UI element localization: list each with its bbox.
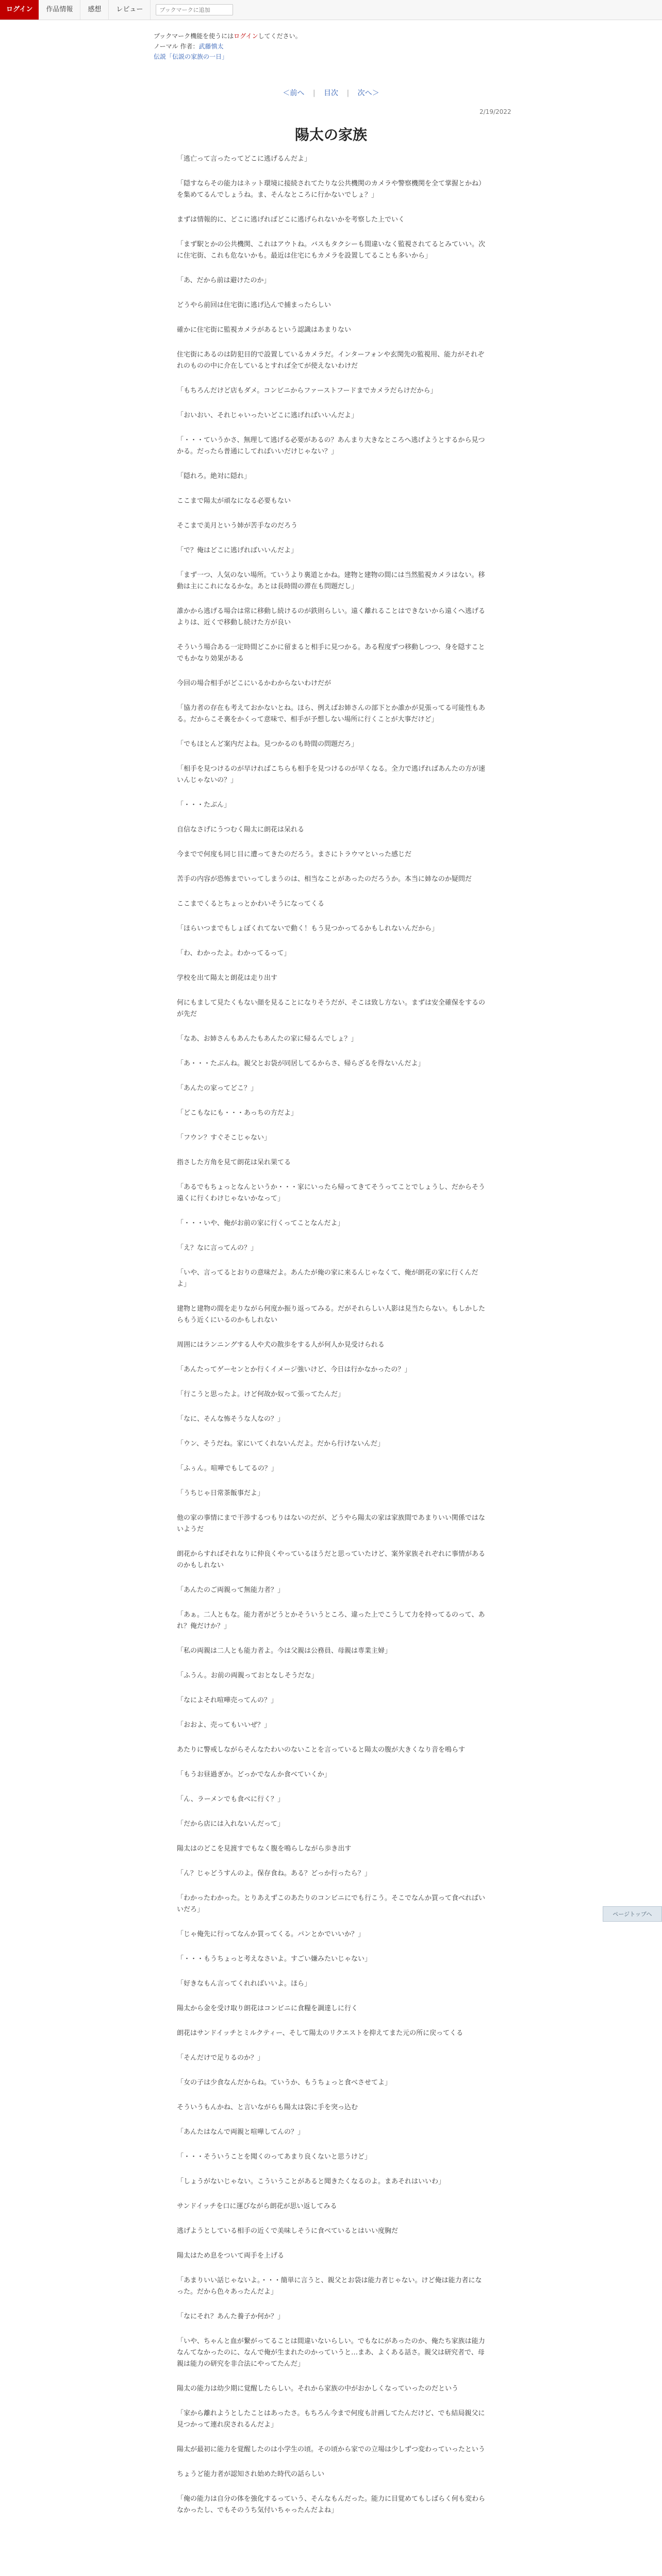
story-paragraph: サンドイッチを口に運びながら朗花が思い返してみる	[177, 2202, 337, 2210]
story-paragraph: 「・・・たぶん」	[177, 801, 231, 809]
story-paragraph: 指さした方角を見て朗花は呆れ果てる	[177, 1159, 291, 1166]
story-paragraph: 「あぁ。二人ともな。能力者がどうとかそういうところ、違った上でこうして力を持ってるのって、あれ？俺だけか？」	[177, 1611, 485, 1630]
story-paragraph: 建物と建物の間を走りながら何度か振り返ってみる。だがそれらしい人影は見当たらない。もしかしたらもう近くにいるのかもしれない	[177, 1305, 486, 1324]
table-of-contents-link[interactable]: 目次	[324, 89, 338, 97]
story-paragraph: 「あんたってゲーセンとか行くイメージ強いけど、今日は行かなかったの？」	[177, 1366, 411, 1374]
story-paragraph: 住宅街にあるのは防犯目的で設置しているカメラだ。インターフォンや玄関先の監視用、能力がそれぞれのものの中に介在しているとすれば全てが使えないわけだ	[177, 351, 485, 370]
story-paragraph: 「いや、言ってるとおりの意味だよ。あんたが俺の家に来るんじゃなくて、俺が朗花の家に行くんだよ」	[177, 1269, 478, 1288]
story-paragraph: 今回の場合相手がどこにいるかわからないわけだが	[177, 680, 332, 687]
story-paragraph: 自信なさげにうつむく陽太に朗花は呆れる	[177, 826, 305, 834]
story-paragraph: 他の家の事情にまで干渉するつもりはないのだが、どうやら陽太の家は家族間であまりいい関係ではないようだ	[177, 1514, 485, 1533]
story-paragraph: 「ん、ラーメンでも食べに行く？」	[177, 1795, 285, 1803]
story-paragraph: ちょうど能力者が認知され始めた時代の話らしい	[177, 2470, 325, 2478]
story-paragraph: 陽太はのどこを見渡すでもなく腹を鳴らしながら歩き出す	[177, 1845, 352, 1853]
story-paragraph: 逃げようとしている相手の近くで美味しそうに食べているとはいい度胸だ	[177, 2227, 399, 2235]
story-paragraph: 「・・・そういうことを聞くのってあまり良くないと思うけど」	[177, 2153, 371, 2161]
page-top-tab[interactable]: ページトップへ	[603, 1906, 662, 1922]
story-paragraph: 「まず駅とかの公共機関、これはアウトね。バスもタクシーも間違いなく監視されてるとみていい。次に住宅街、これも危ないかも。最近は住宅にもカメラを設置してることも多いから」	[177, 241, 486, 260]
story-paragraph: 「もちろんだけど店もダメ。コンビニからファーストフードまでカメラだらけだから」	[177, 387, 437, 395]
author-link[interactable]: 武藤慎太	[198, 43, 224, 50]
nav-item-review[interactable]: レビュー	[109, 0, 151, 20]
story-paragraph: 「おいおい、それじゃいったいどこに逃げればいいんだよ」	[177, 412, 358, 419]
story-paragraph: 「逃亡って言ったってどこに逃げるんだよ」	[177, 155, 311, 163]
login-link[interactable]: ログイン	[0, 0, 39, 20]
story-paragraph: 「・・・ていうかさ、無理して逃げる必要があるの？あんまり大きなところへ逃げようとするから見つかる。だったら普通にしてればいいだけじゃない？」	[177, 436, 485, 455]
story-paragraph: 「ふぅん。喧嘩でもしてるの？」	[177, 1465, 278, 1472]
story-paragraph: どうやら前回は住宅街に逃げ込んで捕まったらしい	[177, 301, 332, 309]
story-paragraph: 「あ・・・たぶんね。親父とお袋が同居してるからさ、帰らざるを得ないんだよ」	[177, 1060, 425, 1067]
prev-chapter-link[interactable]: ＜前へ	[283, 89, 305, 97]
story-paragraph: 陽太の能力は幼少期に覚醒したらしい。それから家族の中がおかしくなっていったのだという	[177, 2385, 459, 2393]
story-meta	[154, 41, 515, 52]
story-paragraph: ここまで陽太が頑なになる必要もない	[177, 497, 291, 505]
story-paragraph: そういう場合ある一定時間どこかに留まると相手に見つかる。ある程度ずつ移動しつつ、身を隠すことでもかなり効果がある	[177, 643, 485, 663]
story-paragraph: 「わかったわかった。とりあえずこのあたりのコンビニにでも行こう。そこでなんか買って食べればいいだろ」	[177, 1894, 486, 1913]
story-paragraph: ここまでくるとちょっとかわいそうになってくる	[177, 900, 325, 908]
story-paragraph: 「相手を見つけるのが早ければこちらも相手を見つけるのが早くなる。全力で逃げればあんたの方が速いんじゃないの？」	[177, 765, 486, 784]
notice-text: ブックマーク機能を使うには	[154, 32, 234, 40]
story-paragraph: 「だから店には入れないんだって」	[177, 1820, 285, 1828]
story-paragraph: 「・・・いや、俺がお前の家に行くってことなんだよ」	[177, 1219, 344, 1227]
story-paragraph: 「どこもなにも・・・あっちの方だよ」	[177, 1109, 297, 1117]
story-paragraph: 「あんたはなんで両親と喧嘩してんの？」	[177, 2128, 305, 2136]
story-paragraph: 「フウン？すぐそこじゃない」	[177, 1134, 271, 1142]
story-paragraph: 「あんたのご両親って無能力者？」	[177, 1586, 285, 1594]
story-paragraph: あたりに警戒しながらそんなたわいのないことを言っていると陽太の腹が大きくなり音を鳴らす	[177, 1746, 466, 1754]
series-line	[154, 52, 515, 62]
story-paragraph: 誰かから逃げる場合は常に移動し続けるのが鉄則らしい。遠く離れることはできないから遠くへ逃げるよりは、近くで移動し続けた方が良い	[177, 607, 486, 626]
story-paragraph: 周囲にはランニングする人や犬の散歩をする人が何人か見受けられる	[177, 1341, 385, 1349]
story-header	[154, 31, 515, 62]
story-type: ノーマル	[154, 43, 178, 50]
publish-date: 2/19/2022	[479, 108, 511, 115]
nav-item-comments[interactable]: 感想	[80, 0, 109, 20]
story-paragraph: 「そんだけで足りるのか？」	[177, 2054, 264, 2062]
notice-login-link[interactable]: ログイン	[234, 32, 258, 40]
story-paragraph: 「で？俺はどこに逃げればいいんだよ」	[177, 547, 298, 554]
story-paragraph: 「でもほとんど案内だよね。見つかるのも時間の問題だろ」	[177, 740, 358, 748]
story-paragraph: 「家から離れようとしたことはあったさ。もちろん今まで何度も計画してたんだけど、でも結局親父に見つかって連れ戻されるんだよ」	[177, 2410, 485, 2429]
story-paragraph: 「まず一つ、人気のない場所。ていうより裏道とかね。建物と建物の間には当然監視カメラはない。移動は主にこれになるかな。あとは長時間の滞在も問題だし」	[177, 571, 485, 590]
story-paragraph: 「なにそれ？あんた養子か何か？」	[177, 2313, 285, 2320]
story-paragraph: 「ウン、そうだね。家にいてくれないんだよ。だから行けないんだ」	[177, 1440, 384, 1448]
story-paragraph: 陽太から金を受け取り朗花はコンビニに食糧を調達しに行く	[177, 2005, 358, 2012]
story-paragraph: 「女の子は少食なんだからね。ていうか、もうちょっと食べさせてよ」	[177, 2079, 392, 2087]
story-paragraph: 「なによそれ喧嘩売ってんの？」	[177, 1697, 278, 1704]
pager-separator: |	[346, 89, 350, 97]
story-paragraph: 「隠すならその能力はネット環境に接続されてたりな公共機関のカメラや警察機関を全て掌握とかね）を集めてるんでしょうね。ま、そんなところに行かないでしょ？」	[177, 180, 486, 199]
story-paragraph: 「じゃ俺先に行ってなんか買ってくる。パンとかでいいか？」	[177, 1930, 365, 1938]
story-paragraph: 「協力者の存在も考えておかないとね。ほら、例えばお姉さんの部下とか誰かが見張ってる可能性もある。だからこそ裏をかくって意味で、相手が予想しない場所に行くことが大事だけど」	[177, 704, 486, 723]
story-paragraph: 苦手の内容が恐怖までいってしまうのは、相当なことがあったのだろうか。本当に姉なのか疑問だ	[177, 875, 472, 883]
bookmark-input[interactable]	[156, 4, 233, 15]
notice-tail: してください。	[258, 32, 302, 40]
story-paragraph: 「え？なに言ってんの？」	[177, 1244, 258, 1252]
story-paragraph: 「おおよ、売ってもいいぜ？」	[177, 1721, 271, 1729]
story-paragraph: 「あんたの家ってどこ？」	[177, 1084, 258, 1092]
story-paragraph: 陽太が最初に能力を覚醒したのは小学生の頃。その頃から家での立場は少しずつ変わっていったという	[177, 2446, 485, 2453]
story-paragraph: 今までで何度も同じ目に遭ってきたのだろう。まさにトラウマといった感じだ	[177, 851, 412, 858]
story-paragraph: 朗花はサンドイッチとミルクティー、そして陽太のリクエストを抑えてまた元の所に戻ってくる	[177, 2029, 464, 2037]
story-paragraph: 「わ、わかったよ。わかってるって」	[177, 950, 291, 957]
top-navigation-bar	[0, 0, 662, 20]
login-notice	[154, 31, 515, 41]
story-paragraph: 「あ、だから前は避けたのか」	[177, 277, 271, 284]
story-paragraph: 「ん？じゃどうすんのよ。保存食ね。ある？どっか行ったら？」	[177, 1870, 371, 1877]
pager-separator: |	[312, 89, 316, 97]
story-paragraph: 「俺の能力は自分の体を強化するっていう、そんなもんだった。能力に目覚めてもしばらく何も変わらなかったし、でもそのうち気付いちゃったんだよね」	[177, 2495, 486, 2514]
story-paragraph: 「ほらいつまでもしょぼくれてないで動く！もう見つかってるかもしれないんだから」	[177, 925, 439, 933]
story-paragraph: そういうもんかね、と言いながらも陽太は袋に手を突っ込む	[177, 2104, 358, 2111]
author-label: 作者：	[180, 43, 199, 50]
story-paragraph: 「あるでもちょっとなんというか・・・家にいったら帰ってきてそうってことでしょうし、だからそう遠くに行くわけじゃないかなって」	[177, 1183, 485, 1202]
story-paragraph: 「いや、ちゃんと血が繋がってることは間違いないらしい。でもなにがあったのか、俺たち家族は能力なんてなかったのに、なんで俺が生まれたのかっていうと…まあ、よくある話さ。親父は研究者で、母親は能力の研究を非合法にやってたんだ」	[177, 2337, 485, 2368]
story-paragraph: 「好きなもん言ってくれればいいよ。ほら」	[177, 1980, 311, 1988]
story-paragraph: 確かに住宅街に監視カメラがあるという認識はあまりない	[177, 326, 352, 334]
story-paragraph: 「隠れろ。絶対に隠れ」	[177, 472, 251, 480]
story-paragraph: 「なに、そんな怖そうな人なの？」	[177, 1415, 285, 1423]
nav-item-info[interactable]: 作品情報	[39, 0, 80, 20]
story-paragraph: 朗花からすればそれなりに仲良くやっているほうだと思っていたけど、案外家族それぞれに事情があるのかもしれない	[177, 1550, 486, 1569]
story-paragraph: 「うちじゃ日常茶飯事だよ」	[177, 1489, 264, 1497]
story-paragraph: 「もうお昼過ぎか。どっかでなんか食べていくか」	[177, 1771, 331, 1778]
story-paragraph: 学校を出て陽太と朗花は走り出す	[177, 974, 278, 982]
story-paragraph: 「しょうがないじゃない。こういうことがあると聞きたくなるのよ。まあそれはいいわ」	[177, 2178, 445, 2185]
series-link[interactable]: 伝説「伝説の家族の一日」	[154, 53, 228, 60]
story-paragraph: 「あまりいい話じゃないよ。・・・簡単に言うと、親父とお袋は能力者じゃない。けど俺は能力者になった。だから色々あったんだよ」	[177, 2277, 482, 2296]
story-body	[177, 154, 486, 2530]
story-paragraph: 「なあ、お姉さんもあんたもあんたの家に帰るんでしょ？」	[177, 1035, 358, 1043]
story-paragraph: 「私の両親は二人とも能力者よ。今は父親は公務員、母親は専業主婦」	[177, 1647, 392, 1655]
story-paragraph: そこまで美月という姉が苦手なのだろう	[177, 522, 298, 530]
chapter-pager	[0, 88, 662, 98]
story-paragraph: 「行こうと思ったよ。けど何故か奴って張ってたんだ」	[177, 1391, 345, 1398]
story-paragraph: 陽太はため息をついて両手を上げる	[177, 2252, 285, 2260]
story-paragraph: 「・・・もうちょっと考えなさいよ。すごい嫌みたいじゃない」	[177, 1955, 372, 1963]
next-chapter-link[interactable]: 次へ＞	[357, 89, 379, 97]
story-paragraph: まずは情報的に、どこに逃げればどこに逃げられないかを考察した上でいく	[177, 216, 405, 224]
story-paragraph: 何にもまして見たくもない顔を見ることになりそうだが、そこは致し方ない。まずは安全確保をするのが先だ	[177, 999, 486, 1018]
story-paragraph: 「ふうん。お前の両親っておとなしそうだな」	[177, 1672, 318, 1680]
chapter-title: 陽太の家族	[294, 126, 367, 143]
